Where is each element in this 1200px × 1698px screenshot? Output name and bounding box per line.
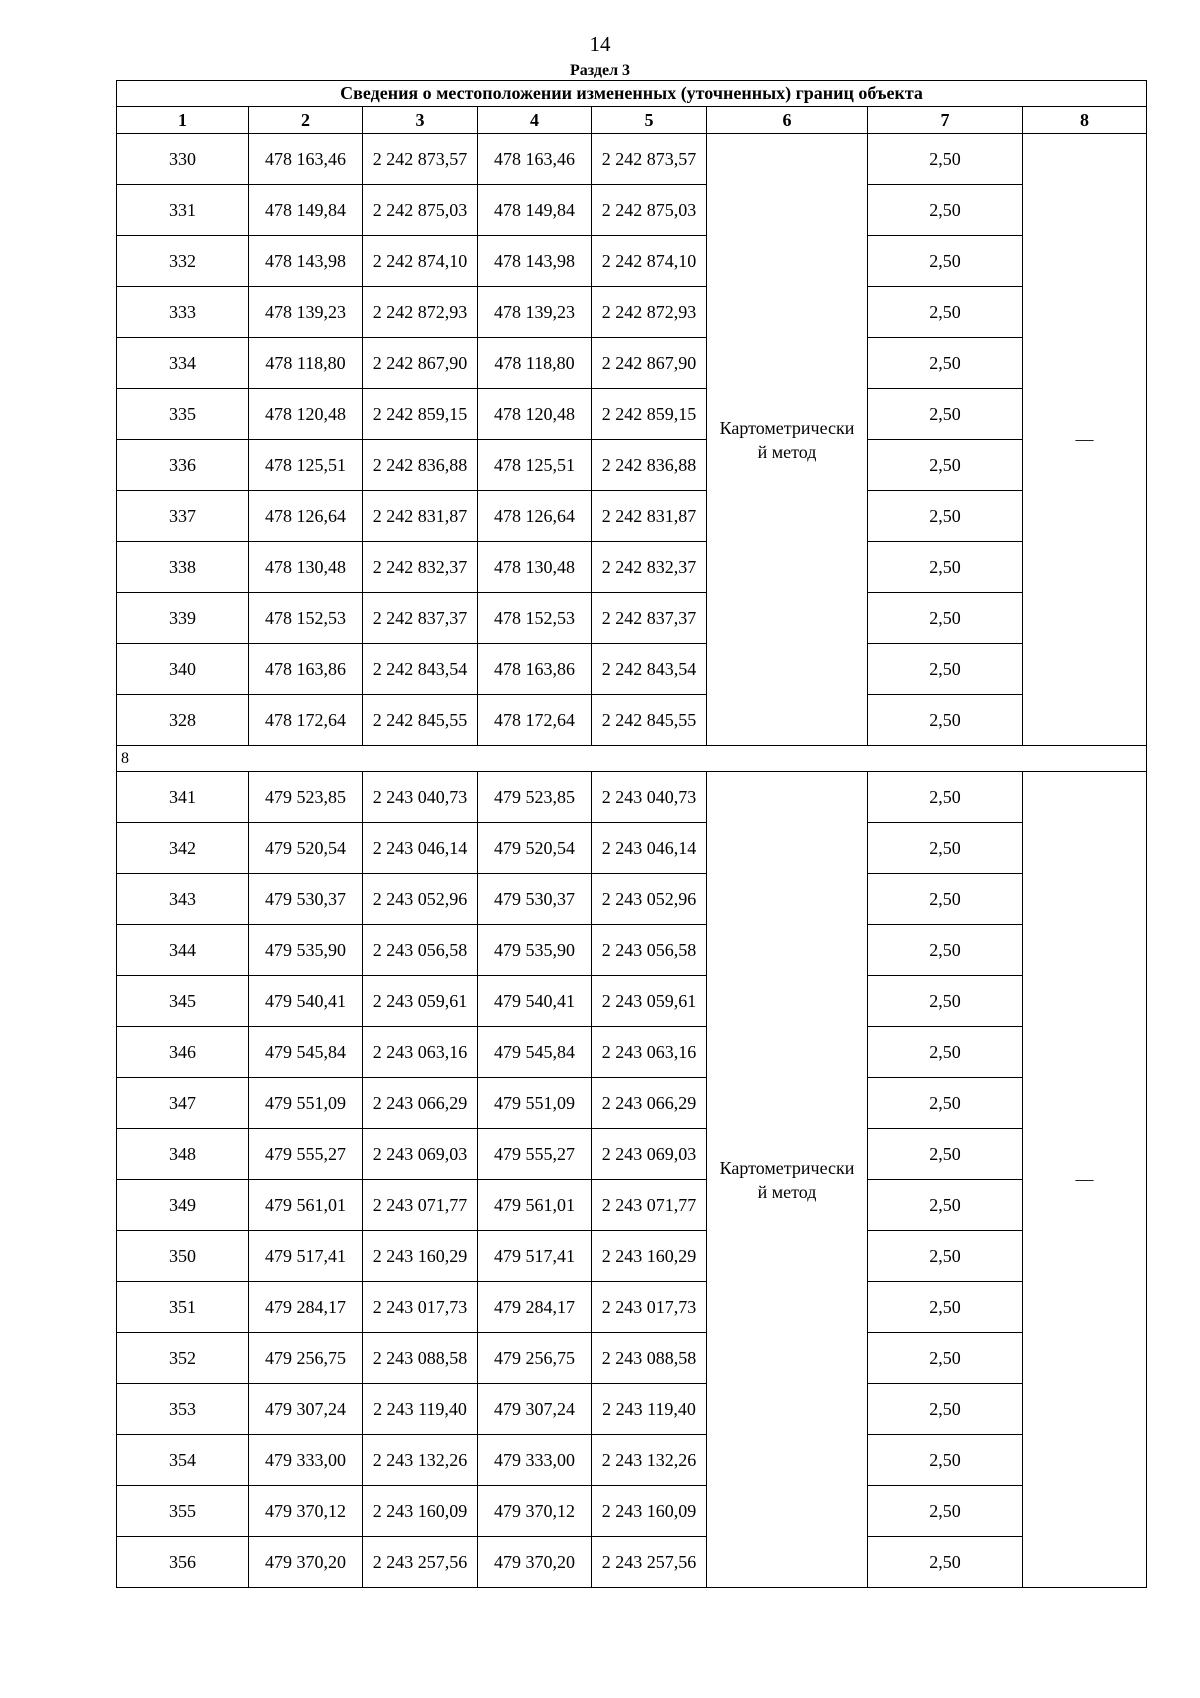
x-updated-cell: 478 118,80 [478, 338, 592, 389]
x-updated-cell: 479 555,27 [478, 1129, 592, 1180]
table-row [117, 1537, 1147, 1588]
x-updated-cell: 478 126,64 [478, 491, 592, 542]
accuracy-cell: 2,50 [868, 134, 1023, 185]
y-existing-cell: 2 243 066,29 [363, 1078, 478, 1129]
x-updated-cell: 479 520,54 [478, 823, 592, 874]
x-existing-cell: 479 517,41 [249, 1231, 363, 1282]
y-existing-cell: 2 242 836,88 [363, 440, 478, 491]
x-updated-cell: 479 307,24 [478, 1384, 592, 1435]
x-existing-cell: 479 545,84 [249, 1027, 363, 1078]
point-number-cell: 330 [117, 134, 249, 185]
accuracy-cell: 2,50 [868, 1129, 1023, 1180]
x-updated-cell: 479 256,75 [478, 1333, 592, 1384]
x-updated-cell: 479 530,37 [478, 874, 592, 925]
y-updated-cell: 2 242 832,37 [592, 542, 707, 593]
x-updated-cell: 479 333,00 [478, 1435, 592, 1486]
point-number-cell: 350 [117, 1231, 249, 1282]
y-updated-cell: 2 243 069,03 [592, 1129, 707, 1180]
point-number-cell: 334 [117, 338, 249, 389]
x-updated-cell: 478 172,64 [478, 695, 592, 746]
y-existing-cell: 2 243 257,56 [363, 1537, 478, 1588]
y-updated-cell: 2 243 160,29 [592, 1231, 707, 1282]
y-existing-cell: 2 242 837,37 [363, 593, 478, 644]
column-number: 2 [249, 107, 363, 134]
table-row [117, 440, 1147, 491]
y-existing-cell: 2 243 046,14 [363, 823, 478, 874]
point-number-cell: 331 [117, 185, 249, 236]
method-text-line: Картометрически [719, 1157, 855, 1178]
point-number-cell: 347 [117, 1078, 249, 1129]
point-number-cell: 348 [117, 1129, 249, 1180]
y-existing-cell: 2 243 040,73 [363, 772, 478, 823]
x-existing-cell: 479 540,41 [249, 976, 363, 1027]
x-existing-cell: 478 118,80 [249, 338, 363, 389]
accuracy-cell: 2,50 [868, 925, 1023, 976]
table-row [117, 823, 1147, 874]
x-updated-cell: 478 149,84 [478, 185, 592, 236]
table-row [117, 1282, 1147, 1333]
column-number-row [117, 107, 1147, 134]
x-existing-cell: 479 523,85 [249, 772, 363, 823]
y-existing-cell: 2 243 088,58 [363, 1333, 478, 1384]
table-row [117, 644, 1147, 695]
accuracy-cell: 2,50 [868, 1027, 1023, 1078]
accuracy-cell: 2,50 [868, 593, 1023, 644]
x-existing-cell: 478 172,64 [249, 695, 363, 746]
y-updated-cell: 2 242 874,10 [592, 236, 707, 287]
accuracy-cell: 2,50 [868, 287, 1023, 338]
accuracy-cell: 2,50 [868, 1537, 1023, 1588]
y-updated-cell: 2 243 052,96 [592, 874, 707, 925]
column-number: 7 [868, 107, 1023, 134]
accuracy-cell: 2,50 [868, 644, 1023, 695]
y-updated-cell: 2 242 843,54 [592, 644, 707, 695]
accuracy-cell: 2,50 [868, 1435, 1023, 1486]
y-existing-cell: 2 243 160,09 [363, 1486, 478, 1537]
point-number-cell: 351 [117, 1282, 249, 1333]
x-existing-cell: 479 520,54 [249, 823, 363, 874]
y-updated-cell: 2 242 831,87 [592, 491, 707, 542]
x-updated-cell: 479 370,12 [478, 1486, 592, 1537]
y-existing-cell: 2 243 063,16 [363, 1027, 478, 1078]
method-cell [707, 134, 868, 746]
y-updated-cell: 2 243 063,16 [592, 1027, 707, 1078]
x-updated-cell: 478 163,86 [478, 644, 592, 695]
table-row [117, 925, 1147, 976]
column-number: 6 [707, 107, 868, 134]
y-updated-cell: 2 243 257,56 [592, 1537, 707, 1588]
table-row [117, 1384, 1147, 1435]
point-number-cell: 354 [117, 1435, 249, 1486]
x-existing-cell: 478 163,46 [249, 134, 363, 185]
y-updated-cell: 2 242 875,03 [592, 185, 707, 236]
x-updated-cell: 478 163,46 [478, 134, 592, 185]
table-row [117, 976, 1147, 1027]
point-number-cell: 335 [117, 389, 249, 440]
x-updated-cell: 479 284,17 [478, 1282, 592, 1333]
group-label-row [117, 746, 1147, 772]
x-updated-cell: 478 143,98 [478, 236, 592, 287]
point-number-cell: 345 [117, 976, 249, 1027]
point-number-cell: 333 [117, 287, 249, 338]
accuracy-cell: 2,50 [868, 1078, 1023, 1129]
table-body [117, 81, 1147, 1588]
accuracy-cell: 2,50 [868, 542, 1023, 593]
x-existing-cell: 478 149,84 [249, 185, 363, 236]
x-existing-cell: 479 530,37 [249, 874, 363, 925]
y-existing-cell: 2 243 056,58 [363, 925, 478, 976]
y-updated-cell: 2 243 056,58 [592, 925, 707, 976]
x-updated-cell: 479 561,01 [478, 1180, 592, 1231]
table-row [117, 593, 1147, 644]
point-number-cell: 337 [117, 491, 249, 542]
y-updated-cell: 2 242 867,90 [592, 338, 707, 389]
accuracy-cell: 2,50 [868, 1486, 1023, 1537]
column-number: 3 [363, 107, 478, 134]
point-number-cell: 328 [117, 695, 249, 746]
y-existing-cell: 2 242 831,87 [363, 491, 478, 542]
column-number: 1 [117, 107, 249, 134]
point-number-cell: 341 [117, 772, 249, 823]
accuracy-cell: 2,50 [868, 236, 1023, 287]
x-existing-cell: 478 152,53 [249, 593, 363, 644]
x-updated-cell: 479 540,41 [478, 976, 592, 1027]
point-number-cell: 346 [117, 1027, 249, 1078]
table-row [117, 287, 1147, 338]
accuracy-cell: 2,50 [868, 1282, 1023, 1333]
y-existing-cell: 2 243 052,96 [363, 874, 478, 925]
y-existing-cell: 2 243 132,26 [363, 1435, 478, 1486]
column-number: 5 [592, 107, 707, 134]
point-number-cell: 349 [117, 1180, 249, 1231]
y-existing-cell: 2 242 874,10 [363, 236, 478, 287]
y-updated-cell: 2 243 059,61 [592, 976, 707, 1027]
y-existing-cell: 2 243 160,29 [363, 1231, 478, 1282]
y-updated-cell: 2 242 859,15 [592, 389, 707, 440]
x-existing-cell: 479 333,00 [249, 1435, 363, 1486]
point-number-cell: 356 [117, 1537, 249, 1588]
accuracy-cell: 2,50 [868, 389, 1023, 440]
x-updated-cell: 479 545,84 [478, 1027, 592, 1078]
x-updated-cell: 479 535,90 [478, 925, 592, 976]
x-existing-cell: 479 555,27 [249, 1129, 363, 1180]
accuracy-cell: 2,50 [868, 874, 1023, 925]
table-row [117, 389, 1147, 440]
table-row [117, 1486, 1147, 1537]
y-existing-cell: 2 243 119,40 [363, 1384, 478, 1435]
x-existing-cell: 478 120,48 [249, 389, 363, 440]
table-row [117, 185, 1147, 236]
y-updated-cell: 2 243 160,09 [592, 1486, 707, 1537]
page-number: 14 [589, 32, 611, 56]
point-number-cell: 352 [117, 1333, 249, 1384]
x-existing-cell: 478 130,48 [249, 542, 363, 593]
y-existing-cell: 2 242 872,93 [363, 287, 478, 338]
y-existing-cell: 2 242 873,57 [363, 134, 478, 185]
y-updated-cell: 2 242 845,55 [592, 695, 707, 746]
table-row [117, 1231, 1147, 1282]
accuracy-cell: 2,50 [868, 976, 1023, 1027]
y-existing-cell: 2 242 875,03 [363, 185, 478, 236]
column-number: 8 [1023, 107, 1147, 134]
table-row [117, 338, 1147, 389]
x-existing-cell: 479 551,09 [249, 1078, 363, 1129]
point-number-cell: 343 [117, 874, 249, 925]
x-existing-cell: 479 535,90 [249, 925, 363, 976]
x-updated-cell: 479 370,20 [478, 1537, 592, 1588]
y-updated-cell: 2 243 119,40 [592, 1384, 707, 1435]
accuracy-cell: 2,50 [868, 185, 1023, 236]
group-label: 8 [117, 746, 1147, 772]
y-existing-cell: 2 242 859,15 [363, 389, 478, 440]
y-updated-cell: 2 243 046,14 [592, 823, 707, 874]
x-updated-cell: 478 120,48 [478, 389, 592, 440]
y-updated-cell: 2 242 837,37 [592, 593, 707, 644]
x-updated-cell: 478 130,48 [478, 542, 592, 593]
y-updated-cell: 2 242 836,88 [592, 440, 707, 491]
y-updated-cell: 2 243 017,73 [592, 1282, 707, 1333]
table-row [117, 134, 1147, 185]
table-row [117, 491, 1147, 542]
x-existing-cell: 479 284,17 [249, 1282, 363, 1333]
y-updated-cell: 2 243 071,77 [592, 1180, 707, 1231]
x-existing-cell: 479 256,75 [249, 1333, 363, 1384]
table-row [117, 236, 1147, 287]
point-number-cell: 342 [117, 823, 249, 874]
method-text-line: Картометрически [719, 417, 855, 438]
point-number-cell: 355 [117, 1486, 249, 1537]
x-existing-cell: 479 307,24 [249, 1384, 363, 1435]
y-updated-cell: 2 243 132,26 [592, 1435, 707, 1486]
table-row [117, 1180, 1147, 1231]
table-row [117, 1129, 1147, 1180]
x-updated-cell: 479 523,85 [478, 772, 592, 823]
table-row [117, 695, 1147, 746]
y-updated-cell: 2 243 040,73 [592, 772, 707, 823]
y-existing-cell: 2 242 845,55 [363, 695, 478, 746]
note-dash-cell: — [1023, 772, 1147, 1588]
y-updated-cell: 2 243 088,58 [592, 1333, 707, 1384]
x-existing-cell: 478 143,98 [249, 236, 363, 287]
x-existing-cell: 479 370,20 [249, 1537, 363, 1588]
y-updated-cell: 2 242 873,57 [592, 134, 707, 185]
accuracy-cell: 2,50 [868, 1333, 1023, 1384]
table-row [117, 772, 1147, 823]
point-number-cell: 339 [117, 593, 249, 644]
x-existing-cell: 478 163,86 [249, 644, 363, 695]
x-updated-cell: 478 152,53 [478, 593, 592, 644]
y-existing-cell: 2 242 867,90 [363, 338, 478, 389]
point-number-cell: 332 [117, 236, 249, 287]
boundary-coordinates-table [116, 80, 1147, 1588]
point-number-cell: 353 [117, 1384, 249, 1435]
x-existing-cell: 479 370,12 [249, 1486, 363, 1537]
y-existing-cell: 2 243 069,03 [363, 1129, 478, 1180]
x-existing-cell: 479 561,01 [249, 1180, 363, 1231]
point-number-cell: 344 [117, 925, 249, 976]
accuracy-cell: 2,50 [868, 1231, 1023, 1282]
accuracy-cell: 2,50 [868, 440, 1023, 491]
y-updated-cell: 2 243 066,29 [592, 1078, 707, 1129]
y-existing-cell: 2 243 059,61 [363, 976, 478, 1027]
column-number: 4 [478, 107, 592, 134]
x-updated-cell: 478 125,51 [478, 440, 592, 491]
x-existing-cell: 478 139,23 [249, 287, 363, 338]
accuracy-cell: 2,50 [868, 491, 1023, 542]
method-text-line: й метод [757, 441, 817, 462]
y-existing-cell: 2 242 832,37 [363, 542, 478, 593]
section-title: Раздел 3 [569, 62, 631, 79]
point-number-cell: 338 [117, 542, 249, 593]
y-existing-cell: 2 243 071,77 [363, 1180, 478, 1231]
accuracy-cell: 2,50 [868, 772, 1023, 823]
method-text-line: й метод [757, 1181, 817, 1202]
x-updated-cell: 479 517,41 [478, 1231, 592, 1282]
table-caption: Сведения о местоположении измененных (уточненных) границ объекта [117, 81, 1147, 107]
accuracy-cell: 2,50 [868, 695, 1023, 746]
y-existing-cell: 2 242 843,54 [363, 644, 478, 695]
table-row [117, 1078, 1147, 1129]
point-number-cell: 340 [117, 644, 249, 695]
point-number-cell: 336 [117, 440, 249, 491]
x-updated-cell: 479 551,09 [478, 1078, 592, 1129]
y-updated-cell: 2 242 872,93 [592, 287, 707, 338]
accuracy-cell: 2,50 [868, 1180, 1023, 1231]
note-dash-cell: — [1023, 134, 1147, 746]
table-row [117, 1027, 1147, 1078]
accuracy-cell: 2,50 [868, 338, 1023, 389]
x-existing-cell: 478 125,51 [249, 440, 363, 491]
x-updated-cell: 478 139,23 [478, 287, 592, 338]
table-row [117, 1333, 1147, 1384]
table-row [117, 1435, 1147, 1486]
method-cell [707, 772, 868, 1588]
table-row [117, 542, 1147, 593]
table-row [117, 874, 1147, 925]
accuracy-cell: 2,50 [868, 1384, 1023, 1435]
x-existing-cell: 478 126,64 [249, 491, 363, 542]
accuracy-cell: 2,50 [868, 823, 1023, 874]
y-existing-cell: 2 243 017,73 [363, 1282, 478, 1333]
